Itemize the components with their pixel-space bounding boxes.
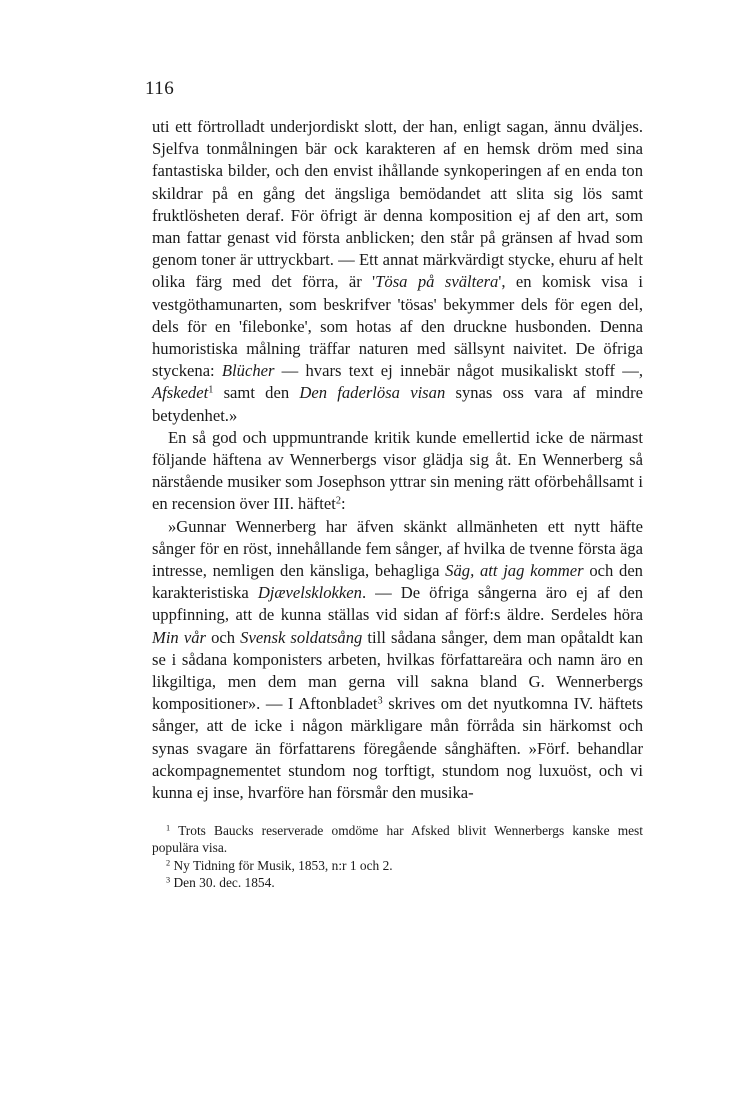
text-run: »Gunnar Wennerberg har äfven skänkt allmänheten ett nytt häfte sånger för en röst, innehållande fem sånger, af hvilka de tvenne första äga intresse, nemligen den känsliga, behagliga	[152, 516, 643, 581]
footnote-mark: 1	[166, 823, 171, 833]
paragraph-kritik	[152, 427, 643, 516]
italic-title: Den faderlösa visan	[299, 383, 446, 403]
footnote	[152, 874, 643, 891]
footnote-mark: 3	[166, 875, 171, 885]
italic-title: Svensk soldatsång	[240, 627, 363, 647]
footnote-ref: 1	[208, 384, 214, 396]
italic-title: Afskedet	[152, 383, 209, 403]
text-run: skrives om det nyutkomna IV. häftets sånger, att de icke i någon märkligare mån förråda sin härkomst och synas svagare än författarens föregående sånghäften. »Förf. behandlar ackompagnementet stundom nog torftigt, stundom nog luxuöst, och vi kunna ej inse, hvarföre han försmår den musika-	[152, 694, 643, 803]
page-number: 116	[145, 78, 175, 99]
paragraph-continued	[152, 116, 643, 427]
footnote-mark: 2	[166, 858, 171, 868]
text-run: . — De öfriga sångerna äro ej af den uppfinning, att de kunna ställas vid sidan af förf:s äldre. Serdeles höra	[152, 583, 643, 625]
italic-title: Djævelsklokken	[257, 583, 362, 603]
footnote-ref: 3	[377, 695, 383, 707]
footnote-ref: 2	[335, 495, 341, 507]
body-text	[152, 116, 643, 804]
italic-title: Tösa på svältera	[375, 272, 499, 292]
text-run: :	[340, 494, 346, 514]
text-run: — hvars text ej innebär något musikaliskt stoff —,	[274, 361, 643, 381]
italic-title: Blücher	[221, 361, 275, 381]
footnote-text: Ny Tidning för Musik, 1853, n:r 1 och 2.	[173, 857, 393, 873]
italic-title: Min vår	[152, 627, 206, 647]
paragraph-quote	[152, 516, 643, 805]
text-run: och den karakteristiska	[152, 561, 643, 603]
text-run: och	[205, 627, 241, 647]
italic-title: Säg, att jag kommer	[445, 561, 584, 581]
text-run: samt den	[213, 383, 300, 403]
footnote-text: Den 30. dec. 1854.	[173, 875, 275, 891]
text-run: ', en komisk visa i vestgöthamunarten, som beskrifver 'tösas' bekymmer dels för egen del, dels för en 'filebonke', som hotas af den druckne husbonden. Denna humoristiska målning träffar naturen med sällsynt naivitet. De öfriga styckena:	[152, 272, 643, 381]
text-run: synas oss vara af mindre betydenhet.»	[152, 383, 643, 425]
footnote	[152, 857, 643, 874]
footnote	[152, 822, 643, 857]
footnote-text: Trots Baucks reserverade omdöme har Afsked blivit Wennerbergs kanske mest populära visa.	[152, 823, 643, 856]
text-run: uti ett förtrolladt underjordiskt slott, der han, enligt sagan, ännu dväljes. Sjelfva tonmålningen bär ock karakteren af en hemsk dröm med sina fantastiska bilder, och den envist ihållande synkoperingen af en enda ton skildrar på en gång det ängsliga bemödandet att slita sig lös samt fruktlösheten deraf. För öfrigt är denna komposition ej af den art, som man fattar genast vid första anblicken; den står på gränsen af hvad som genom toner är uttryckbart. — Ett annat märkvärdigt stycke, ehuru af helt olika färg med det förra, är '	[152, 117, 643, 292]
text-run: En så god och uppmuntrande kritik kunde emellertid icke de närmast följande häftena av Wennerbergs visor glädja sig åt. En Wennerberg så närstående musiker som Josephson yttrar sin mening rätt oförbehållsamt i en recension över III. häftet	[152, 427, 643, 514]
footnotes	[152, 822, 643, 892]
text-run: till sådana sånger, dem man opåtaldt kan se i sådana komponisters arbeten, hvilkas författareära och namn äro en likgiltiga, men dem man gerna vill sakna bland G. Wennerbergs kompositioner». — I Aftonbladet	[152, 627, 644, 714]
